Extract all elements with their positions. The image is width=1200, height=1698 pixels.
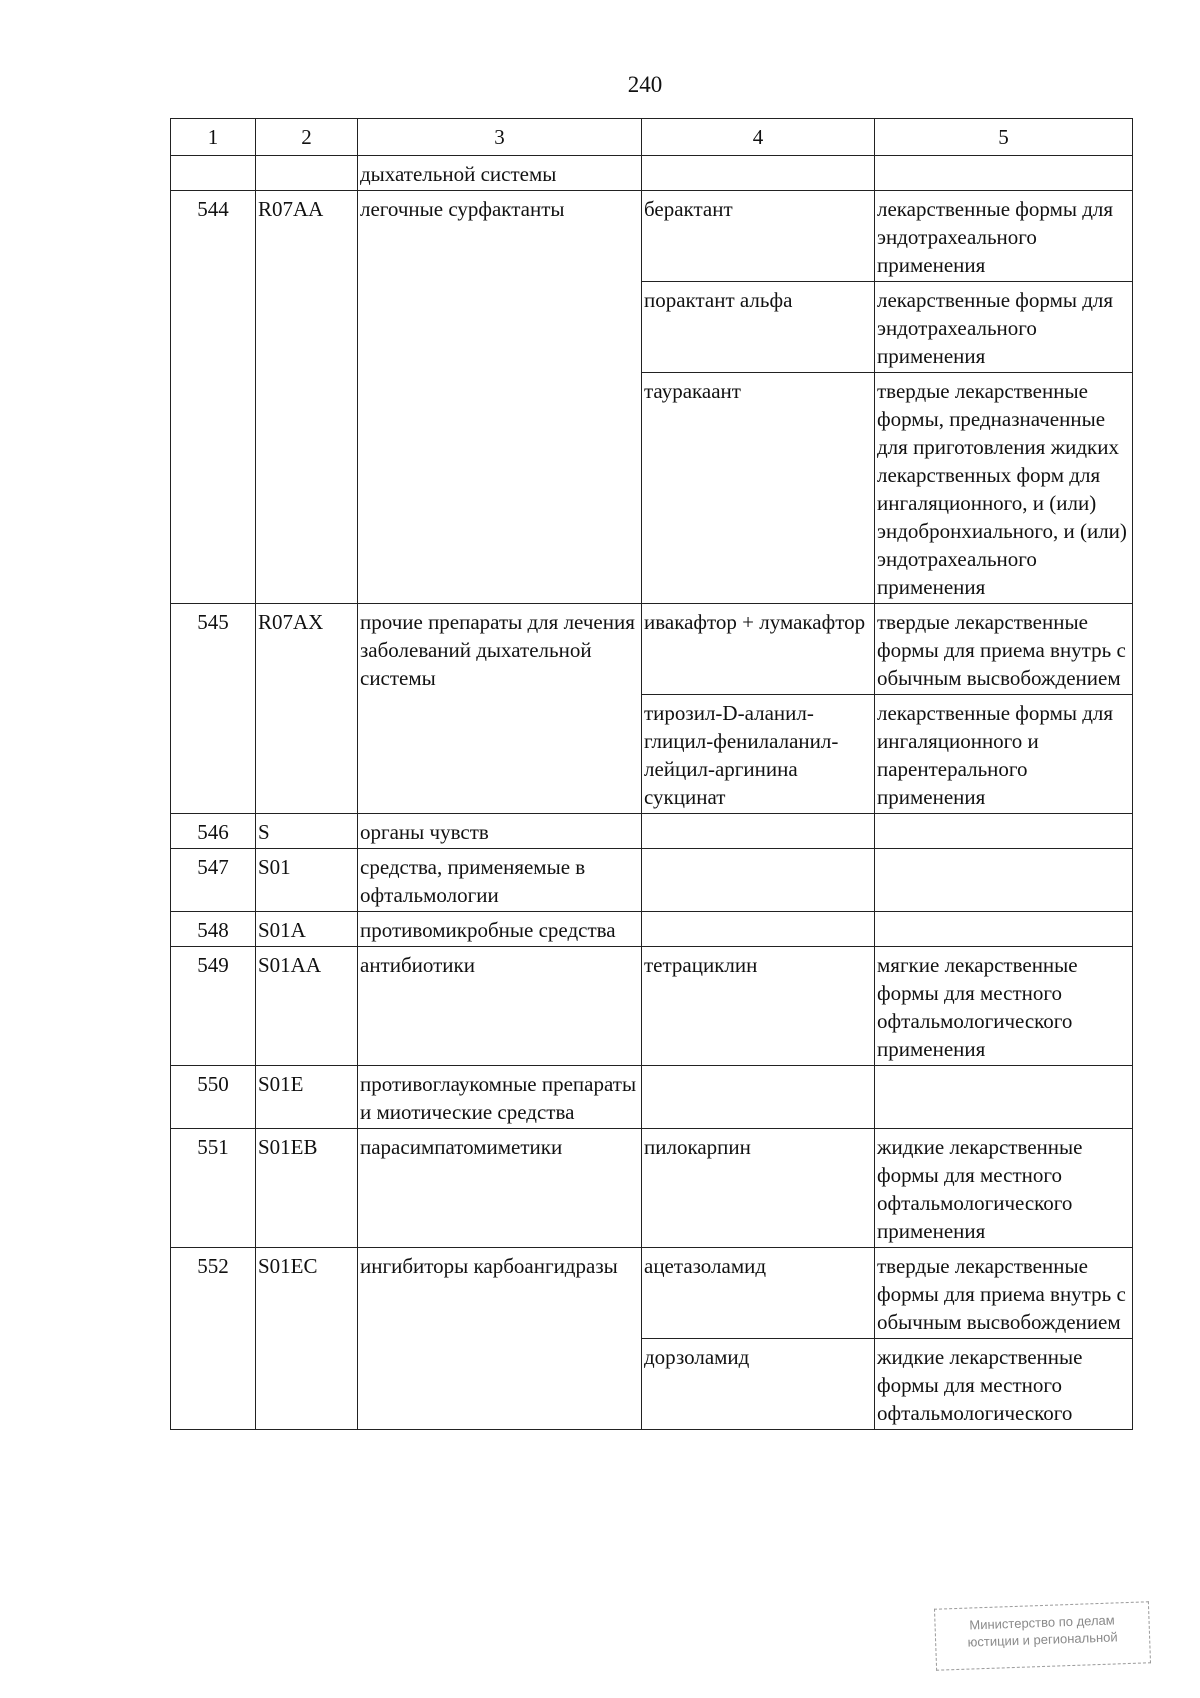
header-row (171, 119, 1133, 156)
row-number-cell: 544 (171, 191, 256, 604)
drug-name-cell (642, 814, 875, 849)
table-row (171, 1248, 1133, 1339)
ministry-stamp (934, 1601, 1151, 1670)
drug-name-cell (642, 912, 875, 947)
table-row (171, 849, 1133, 912)
table-row (171, 814, 1133, 849)
dosage-form-cell (875, 849, 1133, 912)
dosage-form-cell: жидкие лекарственные формы для местного офтальмологического (875, 1339, 1133, 1430)
row-number-cell: 545 (171, 604, 256, 814)
drug-table (170, 118, 1133, 1430)
group-cell: органы чувств (358, 814, 642, 849)
table-row (171, 912, 1133, 947)
dosage-form-cell (875, 912, 1133, 947)
dosage-form-cell (875, 1066, 1133, 1129)
atc-code-cell: S01EB (256, 1129, 358, 1248)
table-body (171, 156, 1133, 1430)
atc-code-cell: S (256, 814, 358, 849)
dosage-form-cell: жидкие лекарственные формы для местного офтальмологического применения (875, 1129, 1133, 1248)
column-header: 4 (642, 119, 875, 156)
drug-name-cell: порактант альфа (642, 282, 875, 373)
column-header: 1 (171, 119, 256, 156)
dosage-form-cell: мягкие лекарственные формы для местного офтальмологического применения (875, 947, 1133, 1066)
column-header: 5 (875, 119, 1133, 156)
dosage-form-cell: лекарственные формы для ингаляционного и парентерального применения (875, 695, 1133, 814)
atc-code-cell: S01E (256, 1066, 358, 1129)
row-number-cell: 549 (171, 947, 256, 1066)
table-row (171, 604, 1133, 695)
stamp-line: юстиции и региональной (967, 1629, 1118, 1650)
drug-name-cell: пилокарпин (642, 1129, 875, 1248)
dosage-form-cell: лекарственные формы для эндотрахеального применения (875, 191, 1133, 282)
group-cell: парасимпатомиметики (358, 1129, 642, 1248)
drug-name-cell: тауракаант (642, 373, 875, 604)
drug-name-cell: ацетазоламид (642, 1248, 875, 1339)
row-number-cell: 552 (171, 1248, 256, 1430)
group-cell: ингибиторы карбоангидразы (358, 1248, 642, 1430)
group-cell: легочные сурфактанты (358, 191, 642, 604)
group-cell: прочие препараты для лечения заболеваний дыхательной системы (358, 604, 642, 814)
drug-name-cell: берактант (642, 191, 875, 282)
table-row (171, 191, 1133, 282)
continuation-row (171, 156, 1133, 191)
atc-code-cell: S01AA (256, 947, 358, 1066)
row-number-cell: 551 (171, 1129, 256, 1248)
drug-name-cell (642, 1066, 875, 1129)
atc-code-cell: R07AA (256, 191, 358, 604)
group-cell: противомикробные средства (358, 912, 642, 947)
drug-name-cell: ивакафтор + лумакафтор (642, 604, 875, 695)
group-cell: дыхательной системы (358, 156, 642, 191)
drug-name-cell: дорзоламид (642, 1339, 875, 1430)
dosage-form-cell: твердые лекарственные формы для приема внутрь с обычным высвобождением (875, 1248, 1133, 1339)
row-number-cell: 548 (171, 912, 256, 947)
table-row (171, 1066, 1133, 1129)
atc-code-cell: R07AX (256, 604, 358, 814)
drug-name-cell: тирозил-D-аланил-глицил-фенилаланил-лейцил-аргинина сукцинат (642, 695, 875, 814)
column-header: 3 (358, 119, 642, 156)
drug-name-cell: тетрациклин (642, 947, 875, 1066)
dosage-form-cell (875, 814, 1133, 849)
drug-name-cell (642, 849, 875, 912)
row-number-cell: 547 (171, 849, 256, 912)
dosage-form-cell: твердые лекарственные формы для приема внутрь с обычным высвобождением (875, 604, 1133, 695)
atc-code-cell: S01EC (256, 1248, 358, 1430)
table-row (171, 947, 1133, 1066)
atc-code-cell: S01A (256, 912, 358, 947)
group-cell: противоглаукомные препараты и миотические средства (358, 1066, 642, 1129)
row-number-cell: 550 (171, 1066, 256, 1129)
dosage-form-cell: лекарственные формы для эндотрахеального применения (875, 282, 1133, 373)
group-cell: антибиотики (358, 947, 642, 1066)
stamp-line: Министерство по делам (969, 1612, 1115, 1633)
group-cell: средства, применяемые в офтальмологии (358, 849, 642, 912)
row-number-cell: 546 (171, 814, 256, 849)
dosage-form-cell: твердые лекарственные формы, предназначенные для приготовления жидких лекарственных форм для ингаляционного, и (или) эндобронхиального, и (или) эндотрахеального применения (875, 373, 1133, 604)
column-header: 2 (256, 119, 358, 156)
atc-code-cell: S01 (256, 849, 358, 912)
page-number: 240 (627, 72, 663, 97)
table-row (171, 1129, 1133, 1248)
